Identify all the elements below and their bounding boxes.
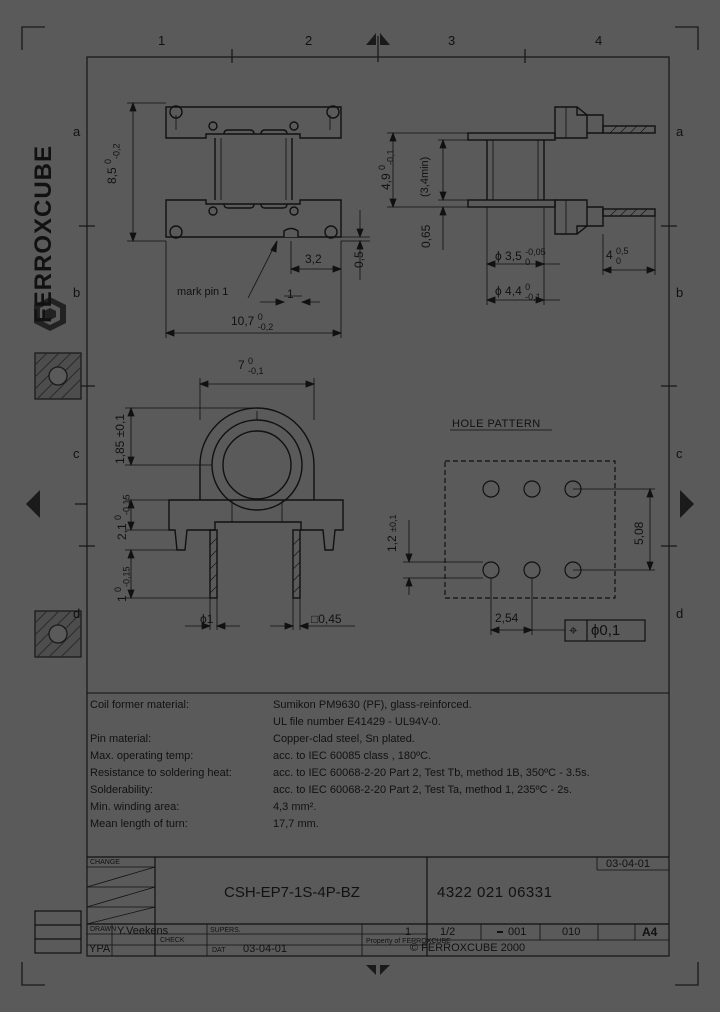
part-number: 4322 021 06331: [437, 884, 553, 901]
dim-0-45: □0,45: [311, 612, 342, 626]
supers-label: SUPERS.: [210, 927, 241, 934]
zone-col-4: 4: [595, 33, 603, 48]
dim-1-85: 1,85 ±0,1: [113, 414, 127, 464]
hole-pattern-title: HOLE PATTERN: [452, 418, 541, 430]
drawn-label: DRAWN: [90, 926, 117, 933]
side-view-drawing: [468, 107, 655, 234]
dim-3-2: 3,2: [305, 252, 322, 266]
zone-row-a-left: a: [73, 124, 81, 139]
drawing-title: CSH-EP7-1S-4P-BZ: [224, 884, 360, 901]
property-note: Property of FERROXCUBE: [366, 938, 451, 945]
spec-value: 4,3 mm².: [273, 801, 317, 813]
zone-col-1: 1: [158, 33, 166, 48]
zone-row-a-right: a: [676, 124, 684, 139]
spec-label: Min. winding area:: [90, 801, 180, 813]
spec-label: Resistance to soldering heat:: [90, 767, 232, 779]
dim-dia-4-4: ϕ 4,4 0 -0,1: [495, 282, 541, 302]
date-top: 03-04-01: [606, 858, 651, 870]
dim-height-8-5: 8,5 $^0_{-0,2}$: [103, 143, 122, 184]
date-label: DAT: [212, 947, 226, 954]
dim-dia-1: ϕ1: [200, 612, 214, 626]
top-view-drawing: [166, 106, 341, 238]
paper-size: A4: [642, 925, 658, 939]
zone-row-d-left: d: [73, 606, 81, 621]
zone-col-3: 3: [448, 33, 456, 48]
dim-0-5: 0,5: [352, 251, 366, 268]
dim-2-1: 2,1 $^0_{-0,15}$: [113, 494, 132, 540]
dim-1-top: 1: [287, 287, 294, 301]
front-view-drawing: [169, 408, 343, 598]
spec-value: acc. to IEC 60068-2-20 Part 2, Test Tb, method 1B, 350ºC - 3.5s.: [273, 767, 590, 779]
spec-value: 17,7 mm.: [273, 818, 319, 830]
dim-0-65: 0,65: [419, 224, 433, 248]
title-block-side-boxes: [35, 911, 81, 953]
dim-2-54: 2,54: [495, 611, 519, 625]
brand-logo: FERROXCUBE: [30, 144, 57, 324]
zone-row-c-left: c: [73, 446, 80, 461]
spec-value: Copper-clad steel, Sn plated.: [273, 733, 415, 745]
dim-1-2: 1,2 ±0,1: [385, 514, 399, 552]
code-2: 010: [562, 926, 581, 938]
dim-5-08: 5,08: [632, 521, 646, 545]
copyright: © FERROXCUBE 2000: [410, 942, 526, 954]
drawn-by: Y.Veekens: [117, 925, 169, 937]
code-1: 001: [508, 926, 527, 938]
zone-row-b-right: b: [676, 285, 684, 300]
spec-label: Pin material:: [90, 733, 152, 745]
dim-1-bottom: 1 $^0_{-0,15}$: [113, 566, 132, 602]
register-mark-1: [35, 353, 81, 399]
rev-label: YPA: [89, 943, 111, 955]
spec-value: acc. to IEC 60068-2-20 Part 2, Test Ta, method 1, 235ºC - 2s.: [273, 784, 572, 796]
check-label: CHECK: [160, 937, 185, 944]
tolerance-value: ϕ0,1: [591, 622, 621, 639]
position-tolerance-icon: ⌖: [569, 622, 578, 639]
front-view-dimensions: [125, 378, 355, 630]
hole-pattern-drawing: [445, 430, 615, 598]
dim-width-10-7: 10,7 0 -0,2: [231, 312, 274, 332]
spec-value: Sumikon PM9630 (PF), glass-reinforced.: [273, 699, 472, 711]
change-label: CHANGE: [90, 859, 120, 866]
dim-height-4-9: 4,9 $^0_{-0,1}$: [377, 149, 396, 190]
spec-value: UL file number E41429 - UL94V-0.: [273, 716, 441, 728]
zone-row-d-right: d: [676, 606, 684, 621]
dim-width-7: 7 0 -0,1: [238, 356, 264, 376]
sheet-count: 1/2: [440, 926, 456, 938]
drawing-date: 03-04-01: [243, 943, 288, 955]
zone-row-b-left: b: [73, 285, 81, 300]
zone-col-2: 2: [305, 33, 313, 48]
spec-label: Max. operating temp:: [90, 750, 194, 762]
dim-3-4-min: (3,4min): [419, 156, 431, 197]
spec-label: Solderability:: [90, 784, 153, 796]
spec-label: Mean length of turn:: [90, 818, 188, 830]
sheet-number: 1: [405, 926, 412, 938]
spec-value: acc. to IEC 60085 class , 180ºC.: [273, 750, 432, 762]
mark-pin-label: mark pin 1: [177, 286, 229, 298]
dim-4: 4 0,5 0: [606, 246, 629, 266]
dim-dia-3-5: ϕ 3,5 -0,05 0: [495, 247, 546, 267]
zone-row-c-right: c: [676, 446, 683, 461]
spec-label: Coil former material:: [90, 699, 190, 711]
